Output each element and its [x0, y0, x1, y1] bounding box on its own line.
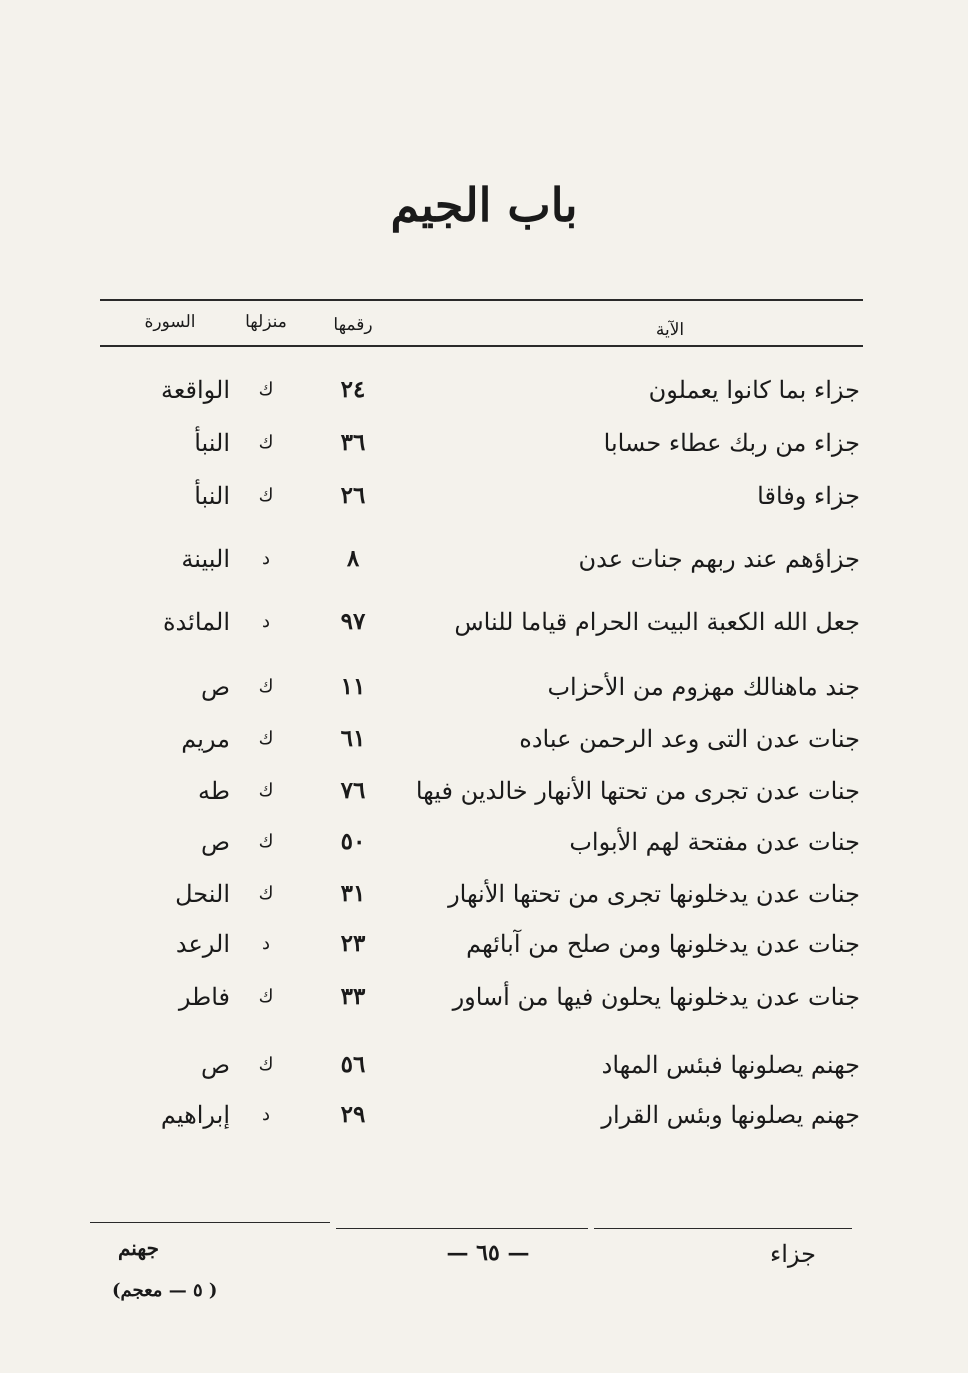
- page-title: باب الجيم: [390, 178, 578, 232]
- aya-number: ٢٦: [340, 482, 366, 509]
- table-row: [0, 876, 968, 916]
- sura-name: إبراهيم: [160, 1101, 230, 1129]
- aya-number: ١١: [340, 673, 366, 700]
- aya-text: جنات عدن مفتحة لهم الأبواب: [569, 828, 860, 856]
- aya-number: ٥٠: [340, 828, 366, 855]
- sura-name: النحل: [175, 880, 230, 908]
- aya-number: ٨: [346, 545, 360, 572]
- sura-name: المائدة: [162, 608, 230, 636]
- sura-name: الواقعة: [161, 376, 230, 404]
- aya-text: جنات عدن التى وعد الرحمن عباده: [519, 725, 860, 753]
- table-row: [0, 1047, 968, 1087]
- aya-number: ٣٦: [340, 429, 366, 456]
- footer-rule-left: [90, 1222, 330, 1223]
- revelation-type: د: [261, 548, 270, 569]
- aya-text: جزاء بما كانوا يعملون: [648, 376, 860, 404]
- sura-name: مريم: [181, 725, 230, 753]
- sura-name: النبأ: [194, 429, 230, 457]
- table-row: [0, 669, 968, 709]
- aya-number: ٣٣: [340, 983, 366, 1010]
- aya-number: ٦١: [340, 725, 366, 752]
- aya-number: ٢٤: [340, 376, 366, 403]
- header-number: رقمها: [333, 315, 373, 335]
- table-row: [0, 1097, 968, 1137]
- sura-name: ص: [200, 1051, 230, 1079]
- table-row: [0, 604, 968, 644]
- sura-name: ص: [200, 673, 230, 701]
- aya-text: جنات عدن تجرى من تحتها الأنهار خالدين فيها: [415, 777, 860, 805]
- signature-mark: ( ٥ — معجم): [112, 1280, 218, 1301]
- revelation-type: ك: [258, 432, 274, 453]
- table-row: [0, 372, 968, 412]
- aya-text: جنات عدن يدخلونها يحلون فيها من أساور: [452, 983, 860, 1011]
- table-row: [0, 773, 968, 813]
- table-row: [0, 478, 968, 518]
- revelation-type: د: [261, 933, 270, 954]
- table-row: [0, 824, 968, 864]
- aya-number: ٧٦: [340, 777, 366, 804]
- table-row: [0, 926, 968, 966]
- revelation-type: ك: [258, 986, 274, 1007]
- aya-text: جزاء وفاقا: [757, 482, 860, 510]
- table-row: [0, 425, 968, 465]
- table-row: [0, 541, 968, 581]
- revelation-type: د: [261, 1104, 270, 1125]
- aya-text: جهنم يصلونها فبئس المهاد: [601, 1051, 860, 1079]
- aya-text: جنات عدن يدخلونها تجرى من تحتها الأنهار: [448, 880, 860, 908]
- aya-text: جزاؤهم عند ربهم جنات عدن: [578, 545, 860, 573]
- revelation-type: ك: [258, 831, 274, 852]
- aya-text: جند ماهنالك مهزوم من الأحزاب: [547, 673, 860, 701]
- footer-first-word: جزاء: [769, 1240, 816, 1268]
- header-aya: الآية: [655, 320, 685, 340]
- table-row: [0, 979, 968, 1019]
- sura-name: فاطر: [178, 983, 230, 1011]
- aya-text: جعل الله الكعبة البيت الحرام قياما للناس: [454, 608, 860, 636]
- header-top-rule: [100, 299, 863, 301]
- revelation-type: ك: [258, 1054, 274, 1075]
- aya-number: ٩٧: [340, 608, 366, 635]
- header-revelation: منزلها: [245, 312, 287, 332]
- sura-name: ص: [200, 828, 230, 856]
- revelation-type: ك: [258, 676, 274, 697]
- revelation-type: ك: [258, 883, 274, 904]
- aya-text: جزاء من ربك عطاء حسابا: [603, 429, 860, 457]
- page-number: — ٦٥ —: [446, 1240, 530, 1266]
- header-bottom-rule: [100, 345, 863, 347]
- revelation-type: ك: [258, 780, 274, 801]
- aya-text: جنات عدن يدخلونها ومن صلح من آبائهم: [466, 930, 860, 958]
- sura-name: النبأ: [194, 482, 230, 510]
- sura-name: البينة: [181, 545, 230, 573]
- aya-text: جهنم يصلونها وبئس القرار: [601, 1101, 860, 1129]
- sura-name: طه: [198, 777, 230, 805]
- footer-rule-middle: [336, 1228, 588, 1229]
- header-sura: السورة: [144, 312, 196, 332]
- aya-number: ٢٩: [340, 1101, 366, 1128]
- footer-rule-right: [594, 1228, 852, 1229]
- aya-number: ٣١: [340, 880, 366, 907]
- aya-number: ٥٦: [340, 1051, 366, 1078]
- revelation-type: ك: [258, 728, 274, 749]
- revelation-type: ك: [258, 485, 274, 506]
- revelation-type: ك: [258, 379, 274, 400]
- sura-name: الرعد: [175, 930, 230, 958]
- revelation-type: د: [261, 611, 270, 632]
- aya-number: ٢٣: [340, 930, 366, 957]
- footer-last-word: جهنم: [118, 1236, 159, 1260]
- table-row: [0, 721, 968, 761]
